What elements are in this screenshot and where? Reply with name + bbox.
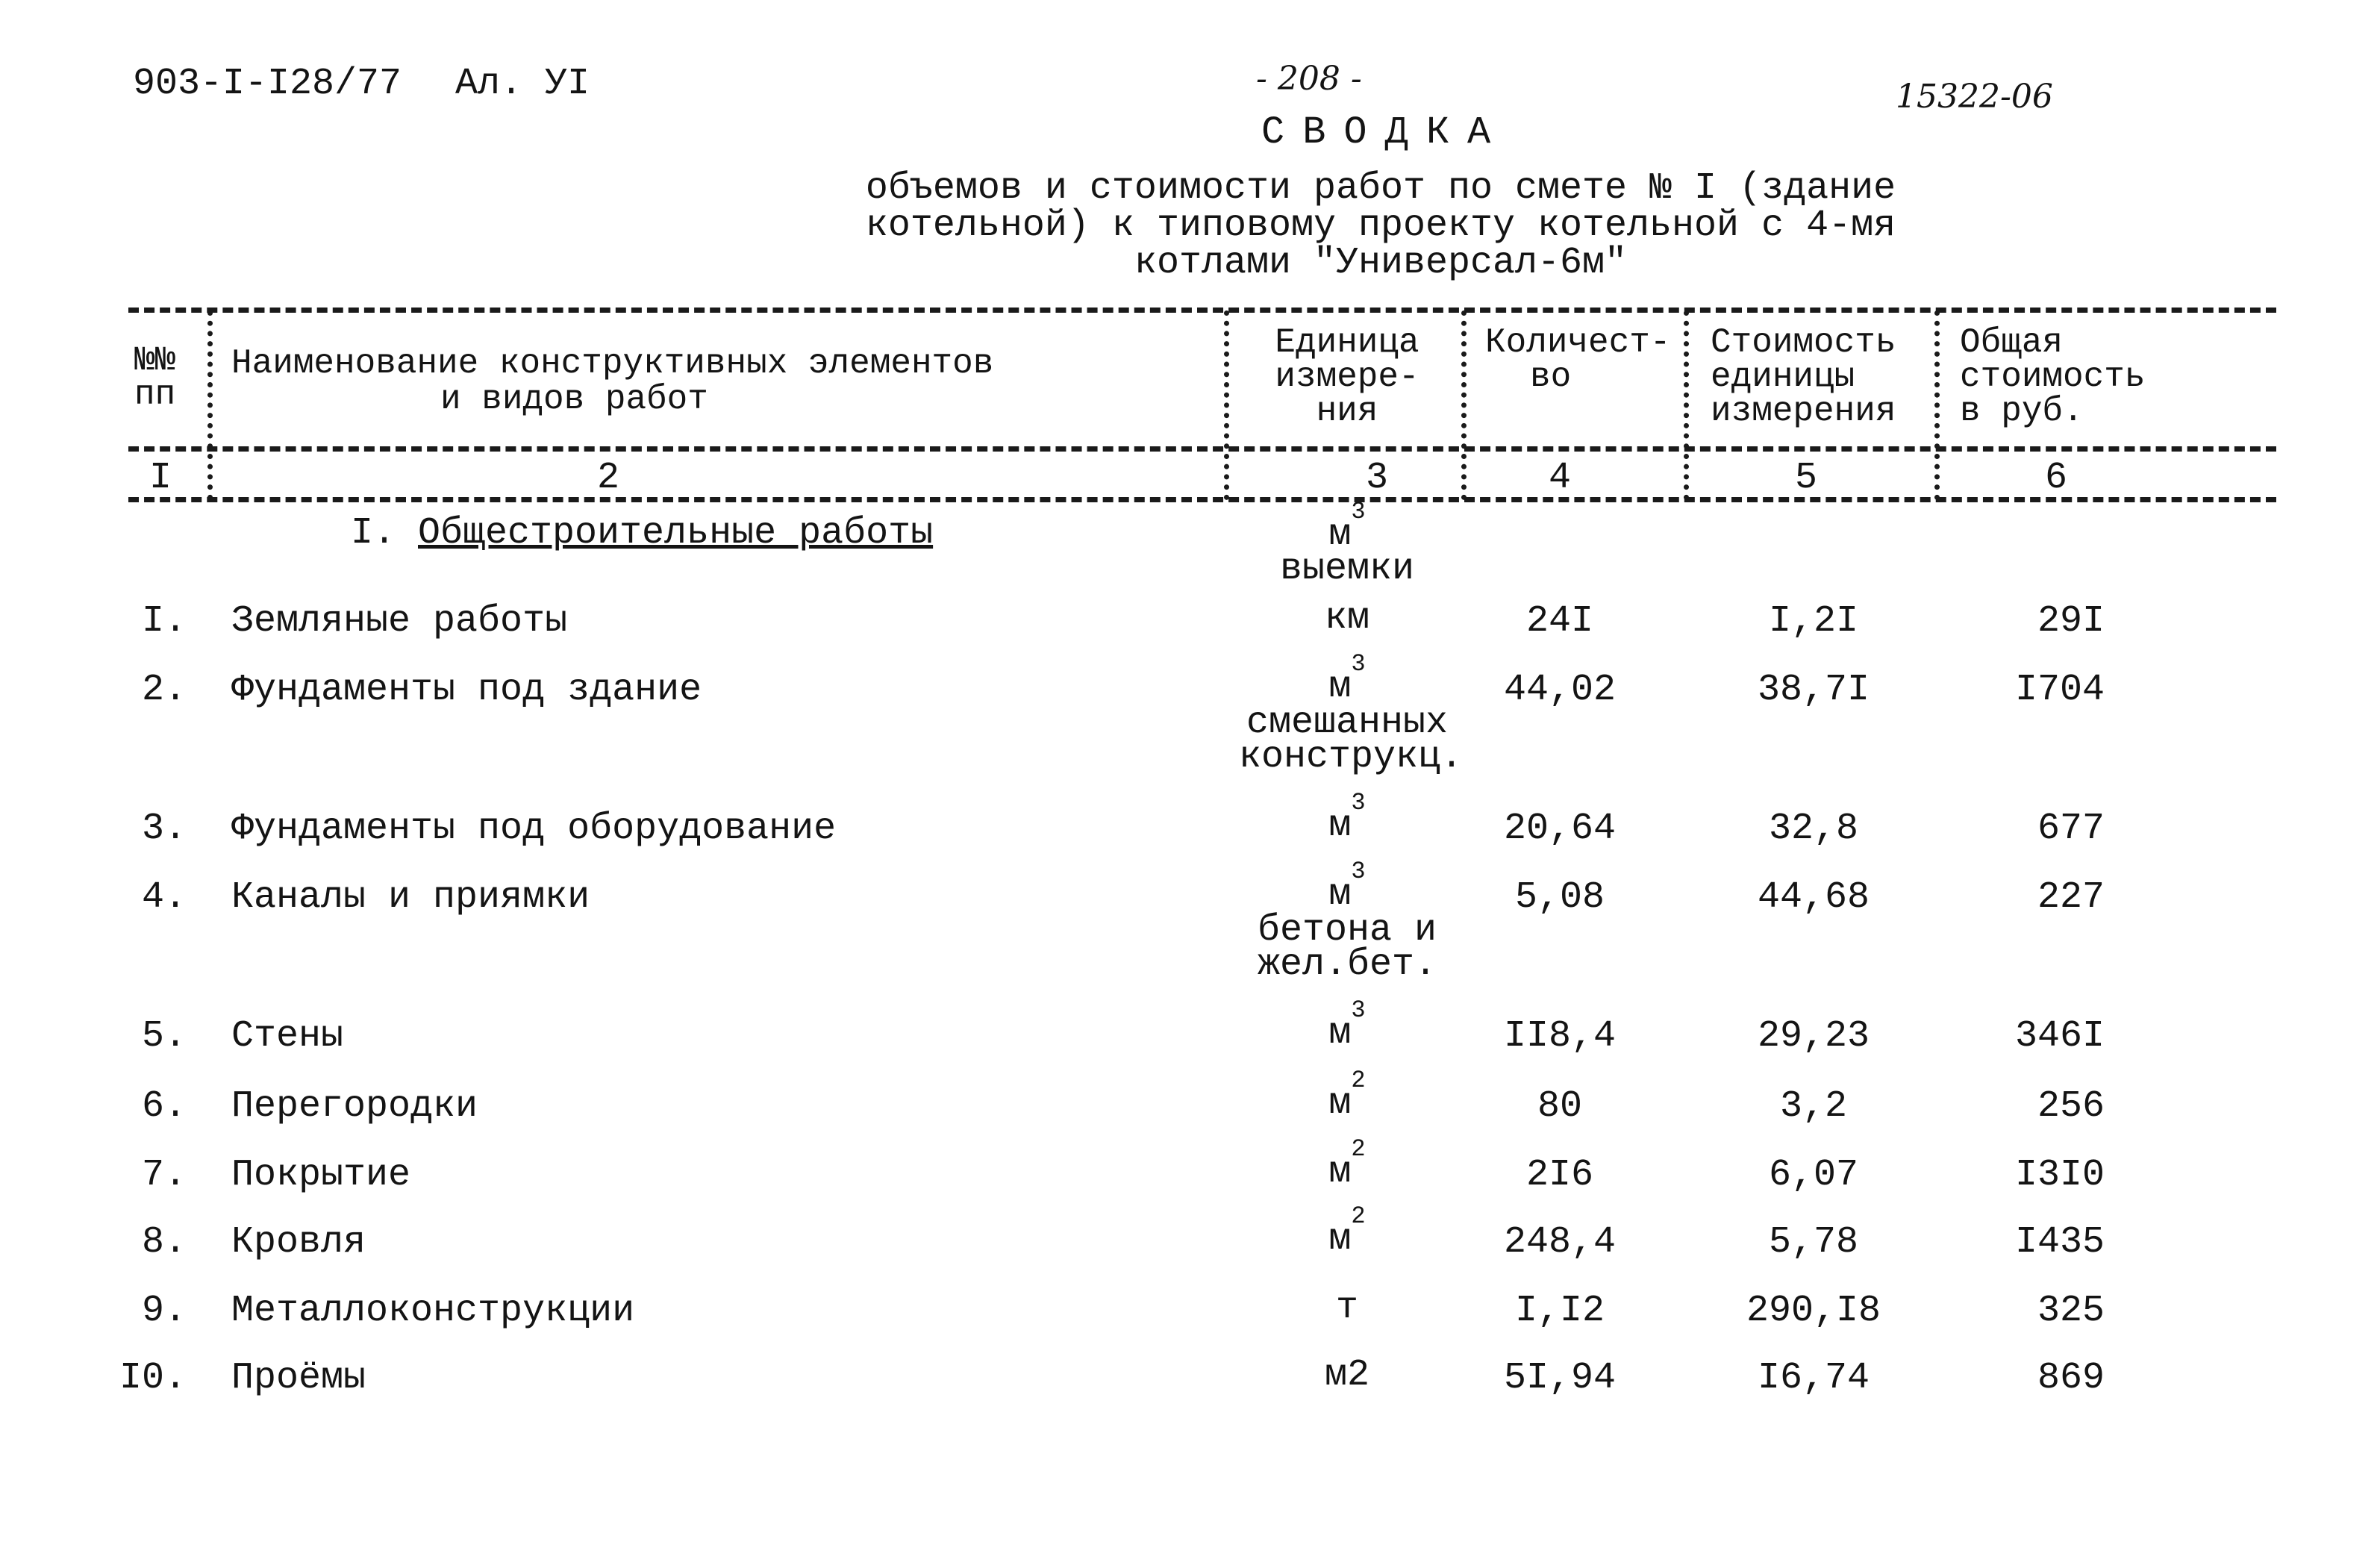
row-quantity: 5I,94	[1503, 1357, 1617, 1399]
row-unit-note: смешанных конструкц.	[1239, 702, 1464, 778]
row-quantity: I,I2	[1514, 1290, 1605, 1332]
header-num-line-1: №№	[134, 341, 176, 380]
column-divider-4	[1684, 310, 1689, 500]
row-name: Фундаменты под здание	[231, 669, 702, 711]
archive-stamp: 15322-06	[1896, 78, 2053, 116]
column-number-1: I	[149, 457, 172, 499]
section-unit-note: выемки	[1279, 548, 1415, 590]
column-number-4: 4	[1548, 457, 1571, 499]
row-unit-cost: 6,07	[1768, 1154, 1859, 1196]
column-number-3: 3	[1365, 457, 1388, 499]
row-quantity: 24I	[1525, 600, 1593, 643]
row-name: Проёмы	[231, 1357, 366, 1399]
row-number: 5.	[141, 1015, 187, 1058]
row-quantity: 20,64	[1503, 808, 1617, 850]
row-number: 6.	[141, 1085, 187, 1128]
document-title: СВОДКА	[1261, 110, 1509, 154]
row-unit-cost: 290,I8	[1746, 1290, 1881, 1332]
header-qty-line-1: Количест-	[1485, 323, 1671, 362]
row-name: Земляные работы	[231, 600, 568, 643]
row-total-cost: 346I	[2014, 1015, 2105, 1058]
section-number: I.	[351, 512, 396, 555]
header-total-line-3: в руб.	[1960, 392, 2084, 431]
column-number-6: 6	[2044, 457, 2067, 499]
row-number: I0.	[119, 1357, 187, 1399]
column-numbers-rule	[128, 497, 2276, 502]
row-name: Кровля	[231, 1221, 366, 1264]
header-bottom-rule	[128, 446, 2276, 452]
row-name: Фундаменты под оборудование	[231, 808, 837, 850]
row-name: Перегородки	[231, 1085, 478, 1128]
header-unit-line-3: ния	[1316, 392, 1378, 431]
page-number: - 208 -	[1256, 60, 1362, 98]
row-unit-cost: 5,78	[1768, 1221, 1859, 1264]
header-unit-line-1: Единица	[1275, 323, 1419, 362]
section-unit: $м^3$	[1328, 498, 1366, 556]
column-number-2: 2	[596, 457, 619, 499]
header-unit-line-2: измере-	[1275, 358, 1419, 396]
column-divider-3	[1461, 310, 1467, 500]
row-unit: м2	[1324, 1354, 1369, 1396]
section-title: Общестроительные работы	[418, 512, 934, 555]
row-total-cost: I435	[2014, 1221, 2105, 1264]
row-total-cost: 256	[2037, 1085, 2105, 1128]
row-unit: $м^2$	[1328, 1135, 1366, 1193]
document-code: 903-I-I28/77	[133, 63, 402, 105]
row-unit-cost: 44,68	[1757, 876, 1870, 919]
header-unit-cost-line-3: измерения	[1711, 392, 1896, 431]
row-total-cost: 677	[2037, 808, 2105, 850]
row-unit-note: бетона и жел.бет.	[1257, 909, 1437, 986]
column-divider-2	[1224, 310, 1229, 500]
row-number: 3.	[141, 808, 187, 850]
subtitle-line-2: котельной) к типовому проекту котельной с 4-мя	[865, 205, 1896, 247]
row-unit: $м^3$	[1328, 858, 1366, 916]
header-total-line-2: стоимость	[1960, 358, 2146, 396]
subtitle-line-3: котлами "Универсал-6м"	[1134, 242, 1628, 284]
row-unit: км	[1324, 597, 1369, 640]
subtitle-line-1: объемов и стоимости работ по смете № I (здание	[865, 167, 1896, 210]
row-unit: $м^2$	[1328, 1202, 1366, 1261]
table-top-rule	[128, 308, 2276, 313]
header-unit-cost-line-1: Стоимость	[1711, 323, 1896, 362]
row-quantity: 248,4	[1503, 1221, 1617, 1264]
row-name: Стены	[231, 1015, 344, 1058]
row-quantity: 2I6	[1525, 1154, 1593, 1196]
row-total-cost: 325	[2037, 1290, 2105, 1332]
row-name: Металлоконструкции	[231, 1290, 635, 1332]
header-unit-cost-line-2: единицы	[1711, 358, 1855, 396]
album-number: Ал. УI	[455, 63, 590, 105]
header-qty-line-2: во	[1530, 358, 1572, 396]
row-number: 9.	[141, 1290, 187, 1332]
row-quantity: 80	[1537, 1085, 1582, 1128]
column-number-5: 5	[1794, 457, 1817, 499]
column-divider-5	[1934, 310, 1940, 500]
row-quantity: 44,02	[1503, 669, 1617, 711]
row-unit: $м^2$	[1328, 1067, 1366, 1125]
row-number: I.	[141, 600, 187, 643]
row-unit: т	[1335, 1287, 1358, 1329]
header-name-line-2: и видов работ	[440, 380, 708, 419]
row-total-cost: I3I0	[2014, 1154, 2105, 1196]
row-unit-cost: 32,8	[1768, 808, 1859, 850]
row-number: 2.	[141, 669, 187, 711]
row-unit-cost: I,2I	[1768, 600, 1859, 643]
row-unit-cost: 38,7I	[1757, 669, 1870, 711]
row-total-cost: 869	[2037, 1357, 2105, 1399]
row-name: Каналы и приямки	[231, 876, 590, 919]
row-number: 8.	[141, 1221, 187, 1264]
row-unit: $м^3$	[1328, 650, 1366, 708]
row-quantity: II8,4	[1503, 1015, 1617, 1058]
row-quantity: 5,08	[1514, 876, 1605, 919]
row-unit: $м^3$	[1328, 789, 1366, 847]
row-unit: $м^3$	[1328, 996, 1366, 1055]
row-total-cost: 29I	[2037, 600, 2105, 643]
row-total-cost: 227	[2037, 876, 2105, 919]
row-total-cost: I704	[2014, 669, 2105, 711]
row-unit-cost: 29,23	[1757, 1015, 1870, 1058]
row-number: 7.	[141, 1154, 187, 1196]
row-unit-cost: I6,74	[1757, 1357, 1870, 1399]
header-num-line-2: пп	[134, 375, 176, 414]
header-total-line-1: Общая	[1960, 323, 2064, 362]
row-unit-cost: 3,2	[1779, 1085, 1847, 1128]
row-name: Покрытие	[231, 1154, 411, 1196]
column-divider-1	[207, 310, 213, 500]
row-number: 4.	[141, 876, 187, 919]
header-name-line-1: Наименование конструктивных элементов	[231, 344, 994, 383]
